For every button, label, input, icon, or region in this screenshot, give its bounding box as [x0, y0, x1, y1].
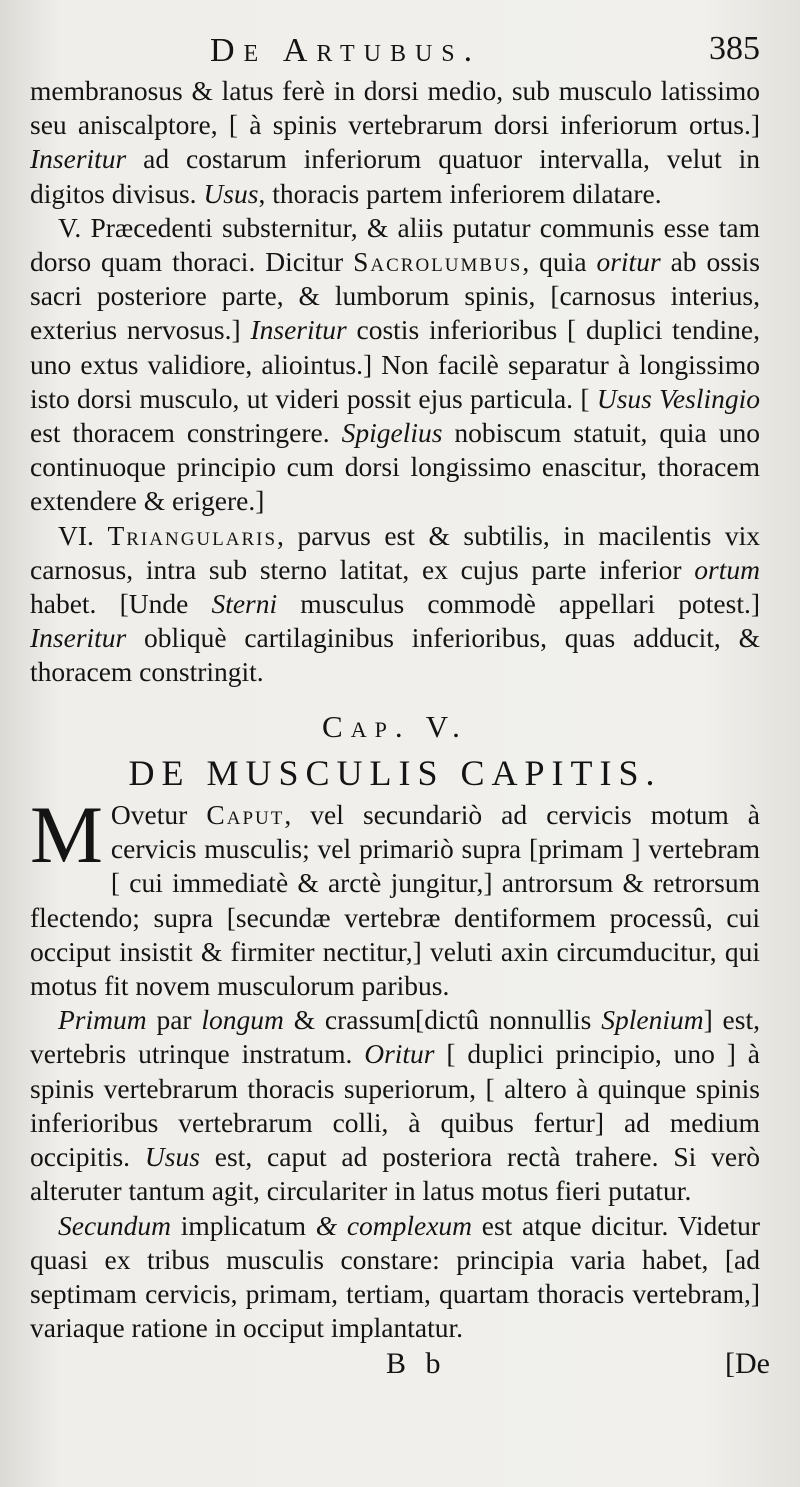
text-run: [ duplici principio, uno ] à spinis vertebrarum thoracis superiorum, [ altero à quinque spinis inferioribus vertebrarum colli, à quibus fertur] ad medium occipitis.: [30, 1038, 760, 1173]
text-run: membranosus & latus ferè in dorsi medio, sub musculo latissimo seu aniscalptore, [ à spinis vertebrarum dorsi inferiorum ortus.]: [30, 75, 760, 141]
paragraphs-before-chapter: [30, 74, 760, 690]
text-run: Splenium: [601, 1004, 704, 1036]
paragraph-p5: [30, 1003, 760, 1208]
text-run: Oritur: [364, 1038, 435, 1070]
chapter-number: Cap. V.: [322, 708, 468, 744]
text-run: par: [146, 1004, 202, 1036]
running-head: [30, 28, 760, 74]
text-run: Inseritur: [30, 143, 127, 175]
text-run: oritur: [596, 246, 661, 278]
text-run: Ovetur: [110, 799, 207, 831]
text-run: , parvus est & subtilis, in macilentis vix carnosus, intra sub sterno latitat, ex cujus parte inferior: [30, 519, 760, 585]
paragraph-p6: [30, 1209, 760, 1346]
text-run: ] est, vertebris utrinque instratum.: [30, 1004, 760, 1070]
text-run: , thoracis partem inferiorem dilatare.: [258, 177, 662, 209]
text-run: Inseritur: [30, 622, 127, 654]
text-run: habet. [Unde: [30, 588, 212, 620]
text-run: Primum: [58, 1004, 147, 1036]
text-run: , vel secundariò ad cervicis motum à cervicis musculis; vel primariò supra [primam ] vertebram [ cui immediatè & arctè jungitur,] antrorsum & retrorsum flectendo; supra [secundæ vertebræ dentiformem processû, cui occiput insistit & firmiter nectitur,] veluti axin circumducitur, qui motus fit novem musculorum paribus.: [30, 799, 760, 1002]
text-run: nobiscum statuit, quia uno continuoque principio cum dorsi longissimo enascitur, thoracem extendere & erigere.]: [30, 417, 760, 517]
page-footer: [30, 1347, 770, 1387]
text-run: ad costarum inferiorum quatuor intervalla, velut in digitos divisus.: [30, 143, 760, 209]
text-run: Sterni: [211, 588, 278, 620]
text-run: & complexum: [315, 1209, 473, 1241]
text-run: obliquè cartilaginibus inferioribus, quas adducit, & thoracem constringit.: [30, 622, 760, 688]
text-run: musculus commodè appellari potest.]: [277, 588, 760, 620]
running-title: De Artubus.: [210, 32, 482, 69]
text-run: Spigelius: [341, 417, 443, 449]
text-run: Usus: [144, 1141, 200, 1173]
paragraphs-after-chapter: [30, 789, 760, 1345]
chapter-title: DE MUSCULIS CAPITIS.: [128, 752, 662, 793]
text-run: est atque dicitur. Videtur quasi ex tribus musculis constare: principia varia habet, [ad septimam cervicis, primam, tertiam, quartam thoracis vertebram,] variaque ratione in occiput implantatur.: [30, 1209, 760, 1344]
text-run: Usus Veslingio: [596, 382, 760, 414]
paragraph-p2: [30, 211, 760, 519]
text-run: Caput: [206, 799, 285, 831]
text-run: costis inferioribus [ duplici tendine, uno extus validiore, aliointus.] Non facilè separatur à longissimo isto dorsi musculo, ut videri possit ejus particula. [: [30, 314, 760, 414]
text-run: est thoracem constringere.: [30, 417, 342, 449]
text-run: ab ossis sacri posteriore parte, & lumborum spinis, [carnosus interius, exterius nervosus.]: [30, 246, 760, 346]
text-run: Sacrolumbus: [353, 246, 523, 278]
text-run: Triangularis: [107, 519, 278, 551]
text-run: V. Præcedenti substernitur, & aliis putatur communis esse tam dorso quam thoraci. Dicitur: [30, 211, 760, 278]
text-run: & crassum[dictû nonnullis: [283, 1004, 602, 1036]
text-run: Usus: [203, 177, 259, 209]
text-run: implicatum: [171, 1209, 316, 1241]
signature-mark: B b: [386, 1347, 447, 1381]
drop-cap: M: [30, 789, 103, 881]
catchword: [De: [725, 1347, 770, 1381]
paragraph-p3: [30, 519, 760, 690]
text-run: est, caput ad posteriora rectà trahere. Si verò alteruter tantum agit, circulariter in latus motus fieri putatur.: [30, 1141, 760, 1207]
text-run: longum: [201, 1004, 284, 1036]
page-number: 385: [709, 30, 760, 67]
paragraph-p4: [30, 789, 760, 1003]
text-run: Inseritur: [250, 314, 347, 346]
paragraph-p1: [30, 74, 760, 211]
text-run: , quia: [522, 246, 597, 278]
text-body: [30, 74, 760, 1345]
text-run: Secundum: [58, 1209, 172, 1241]
text-run: VI.: [58, 519, 108, 551]
text-run: ortum: [694, 553, 760, 585]
